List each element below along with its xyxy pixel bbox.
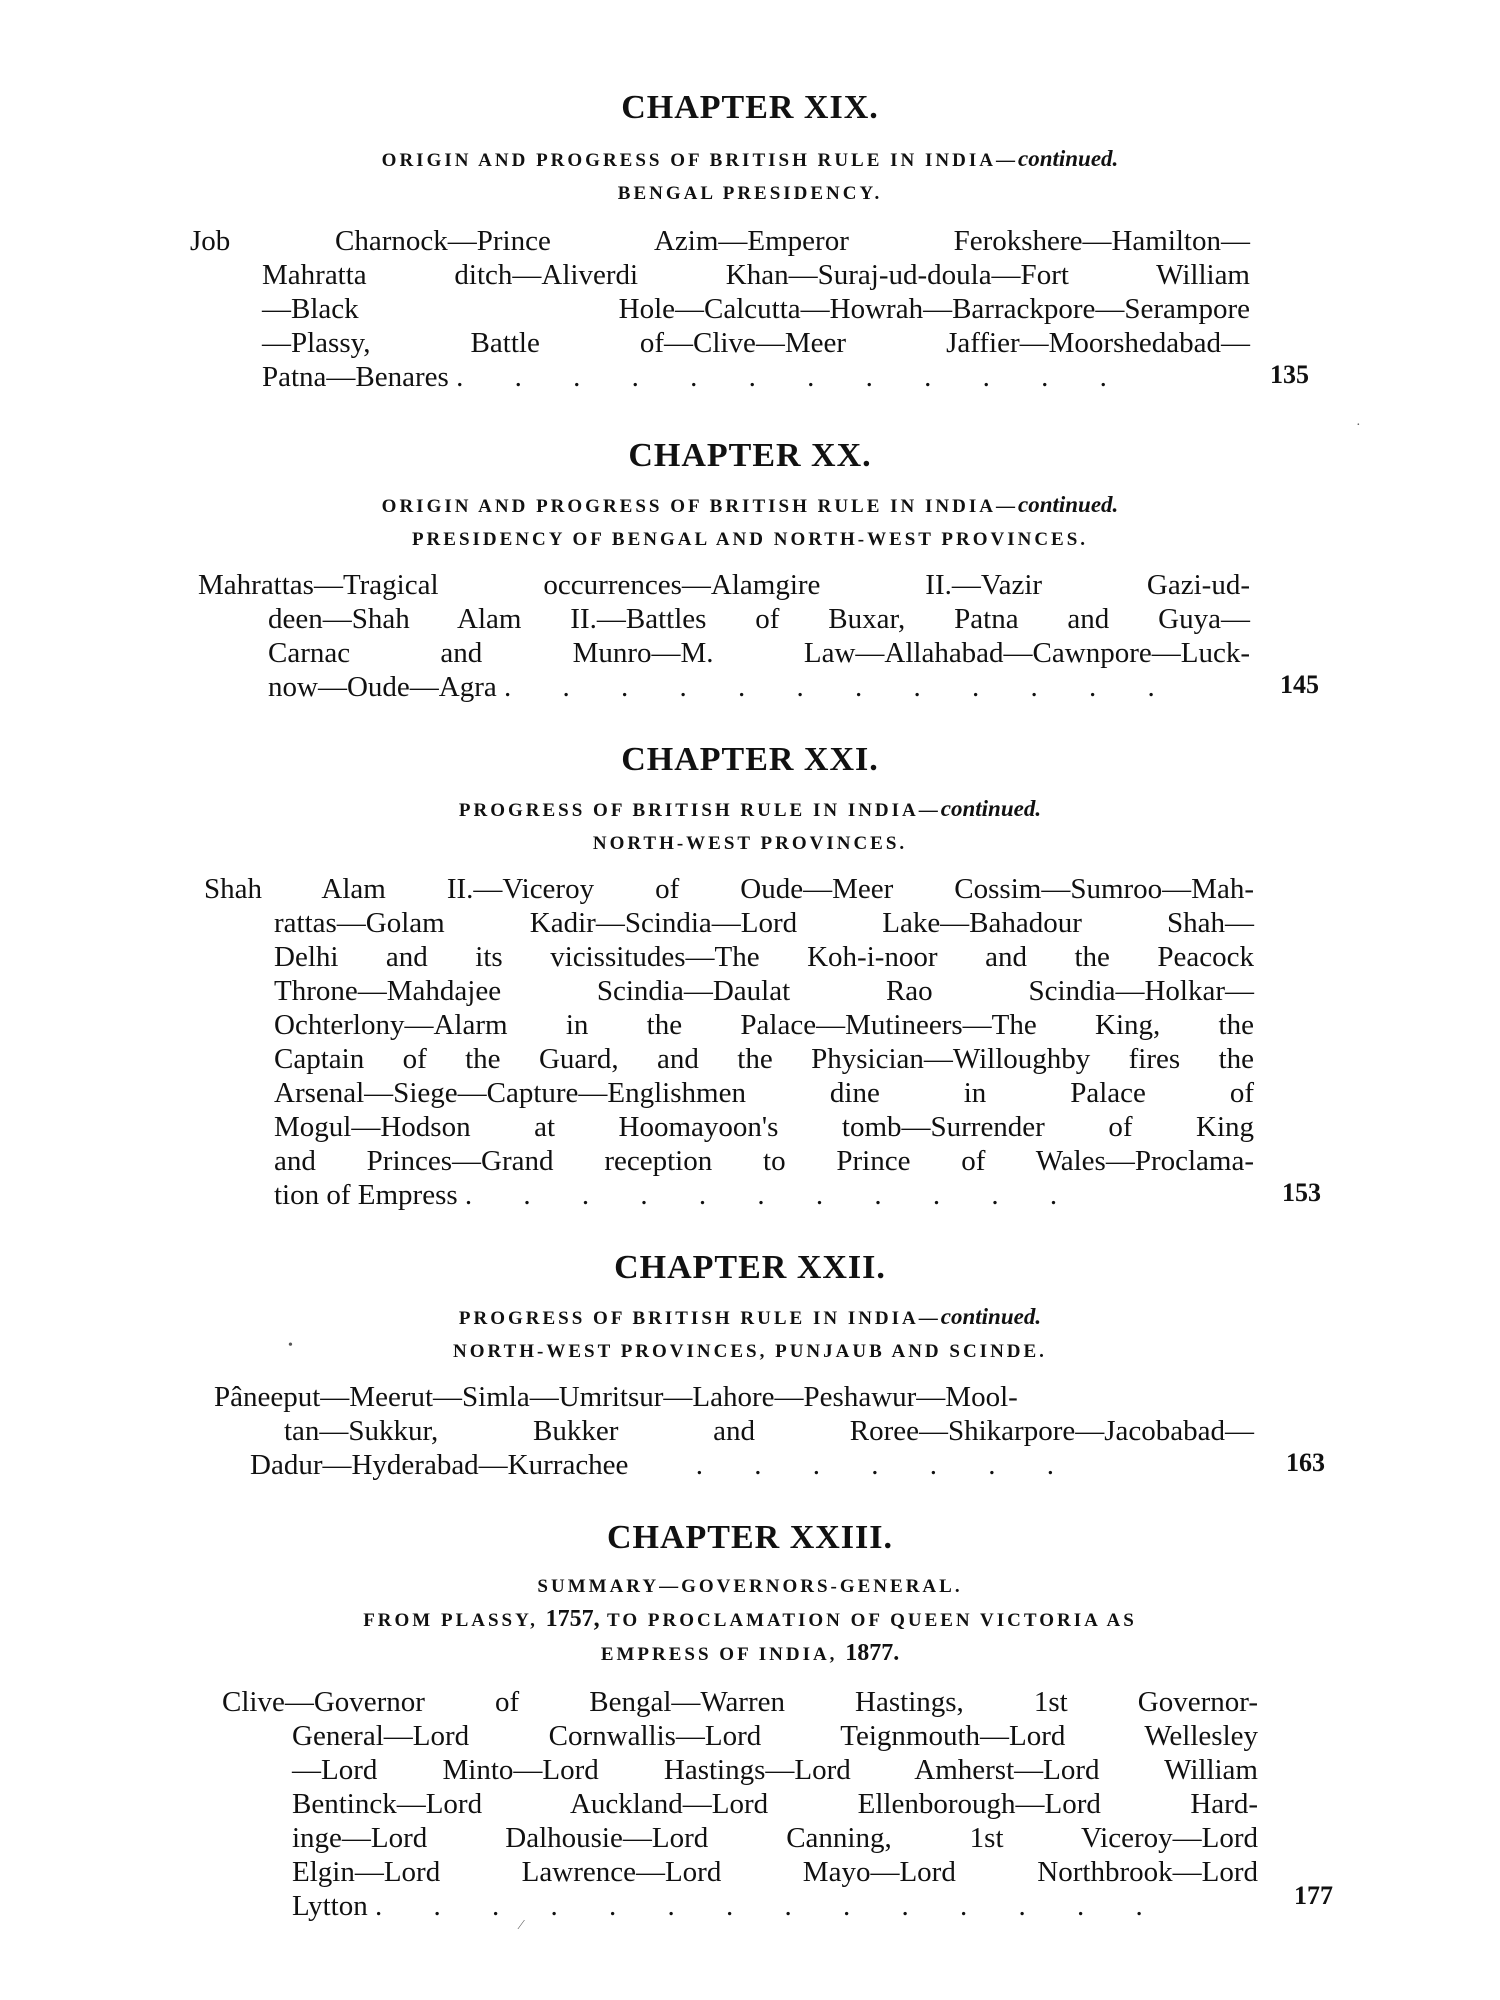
contents-line-text: now—Oude—Agra <box>268 671 497 703</box>
period-text: FROM PLASSY, <box>363 1610 546 1631</box>
contents-line: Bentinck—Lord Auckland—Lord Ellenborough—Lord Hard- <box>292 1788 1258 1820</box>
period-year: 1757, <box>545 1606 600 1632</box>
chapter-xx <box>0 436 1500 704</box>
chapter-xxi <box>0 740 1500 1212</box>
contents-line-text: Lytton <box>292 1890 368 1922</box>
subtitle-continued: continued. <box>1017 146 1119 171</box>
contents-line: General—Lord Cornwallis—Lord Teignmouth—Lord Wellesley <box>292 1720 1258 1752</box>
contents-line: —Black Hole—Calcutta—Howrah—Barrackpore—Serampore <box>262 293 1250 325</box>
period-text-end: TO PROCLAMATION OF QUEEN VICTORIA AS <box>599 1610 1137 1631</box>
page-number: 163 <box>1286 1448 1325 1477</box>
contents-line: —Plassy, Battle of—Clive—Meer Jaffier—Moorshedabad— <box>262 327 1250 359</box>
contents-line: Job Charnock—Prince Azim—Emperor Ferokshere—Hamilton— <box>190 225 1250 257</box>
contents-line: Shah Alam II.—Viceroy of Oude—Meer Cossim—Sumroo—Mah- <box>204 873 1254 905</box>
chapter-subtitle: SUMMARY—GOVERNORS-GENERAL. <box>537 1576 963 1597</box>
contents-line-text: Dadur—Hyderabad—Kurrachee <box>250 1449 629 1481</box>
contents-line-last <box>250 1448 1254 1482</box>
dot-leader: . . . . . . . <box>695 1449 1076 1481</box>
chapter-subtitle <box>0 792 1500 827</box>
contents-line: Mahratta ditch—Aliverdi Khan—Suraj-ud-doula—Fort William <box>262 259 1250 291</box>
chapter-xix <box>0 88 1500 394</box>
contents-line: Arsenal—Siege—Capture—Englishmen dine in Palace of <box>274 1077 1254 1109</box>
contents-line: and Princes—Grand reception to Prince of Wales—Proclama- <box>274 1145 1254 1177</box>
page-number: 145 <box>1280 670 1319 699</box>
contents-line-text: tion of Empress <box>274 1179 458 1211</box>
contents-line: rattas—Golam Kadir—Scindia—Lord Lake—Bahadour Shah— <box>274 907 1254 939</box>
contents-line: Carnac and Munro—M. Law—Allahabad—Cawnpore—Luck- <box>268 637 1250 669</box>
chapter-subtitle <box>0 1300 1500 1335</box>
contents-line: Elgin—Lord Lawrence—Lord Mayo—Lord Northbrook—Lord <box>292 1856 1258 1888</box>
subtitle-continued: continued. <box>1017 492 1119 517</box>
subtitle-continued: continued. <box>940 796 1042 821</box>
subtitle-text: PROGRESS OF BRITISH RULE IN INDIA— <box>458 1308 941 1329</box>
chapter-contents <box>204 872 1321 1212</box>
dot-leader: . . . . . . . . . . . . . . <box>374 1890 1165 1922</box>
contents-line: Pâneeput—Meerut—Simla—Umritsur—Lahore—Peshawur—Mool- <box>214 1381 1018 1413</box>
chapter-period-end <box>0 1637 1500 1671</box>
subtitle-text: PROGRESS OF BRITISH RULE IN INDIA— <box>458 800 941 821</box>
chapter-title: CHAPTER XX. <box>628 437 872 474</box>
contents-line: —Lord Minto—Lord Hastings—Lord Amherst—Lord William <box>292 1754 1258 1786</box>
contents-line-last <box>292 1889 1258 1923</box>
contents-line: Clive—Governor of Bengal—Warren Hastings, 1st Governor- <box>222 1686 1258 1718</box>
period-text: EMPRESS OF INDIA, <box>600 1644 846 1665</box>
chapter-contents <box>222 1685 1333 1923</box>
chapter-period <box>0 1603 1500 1637</box>
chapter-contents <box>214 1380 1325 1482</box>
chapter-region: PRESIDENCY OF BENGAL AND NORTH-WEST PROVINCES. <box>411 529 1089 550</box>
dot-leader: . . . . . . . . . . . <box>464 1179 1080 1211</box>
print-speck: • <box>288 1338 293 1353</box>
page-number: 135 <box>1270 360 1309 389</box>
print-speck: · <box>1356 418 1361 433</box>
dot-leader: . . . . . . . . . . . . <box>503 671 1177 703</box>
subtitle-text: ORIGIN AND PROGRESS OF BRITISH RULE IN INDIA— <box>381 496 1018 517</box>
contents-line: Captain of the Guard, and the Physician—Willoughby fires the <box>274 1043 1254 1075</box>
contents-line: tan—Sukkur, Bukker and Roree—Shikarpore—Jacobabad— <box>284 1415 1254 1447</box>
chapter-region: BENGAL PRESIDENCY. <box>617 183 883 204</box>
chapter-title: CHAPTER XXIII. <box>606 1519 894 1556</box>
chapter-title: CHAPTER XIX. <box>621 89 879 126</box>
contents-line: Delhi and its vicissitudes—The Koh-i-noor and the Peacock <box>274 941 1254 973</box>
chapter-region: NORTH-WEST PROVINCES. <box>592 833 908 854</box>
contents-line: Throne—Mahdajee Scindia—Daulat Rao Scindia—Holkar— <box>274 975 1254 1007</box>
contents-line: deen—Shah Alam II.—Battles of Buxar, Patna and Guya— <box>268 603 1250 635</box>
contents-line-last <box>274 1178 1254 1212</box>
page-number: 177 <box>1294 1881 1333 1910</box>
subtitle-text: ORIGIN AND PROGRESS OF BRITISH RULE IN INDIA— <box>381 150 1018 171</box>
print-speck: ⁄ <box>520 1918 523 1933</box>
contents-line-last <box>268 670 1250 704</box>
chapter-region: NORTH-WEST PROVINCES, PUNJAUB AND SCINDE. <box>453 1341 1047 1362</box>
dot-leader: . . . . . . . . . . . . <box>456 361 1129 393</box>
chapter-subtitle <box>0 488 1500 523</box>
chapter-contents <box>190 224 1309 394</box>
contents-line: Mogul—Hodson at Hoomayoon's tomb—Surrender of King <box>274 1111 1254 1143</box>
contents-line-text: Patna—Benares <box>262 361 449 393</box>
chapter-xxii <box>0 1248 1500 1482</box>
chapter-subtitle <box>0 142 1500 177</box>
subtitle-continued: continued. <box>940 1304 1042 1329</box>
contents-line: inge—Lord Dalhousie—Lord Canning, 1st Viceroy—Lord <box>292 1822 1258 1854</box>
chapter-title: CHAPTER XXI. <box>621 741 879 778</box>
chapter-contents <box>198 568 1319 704</box>
chapter-title: CHAPTER XXII. <box>614 1249 886 1286</box>
page-number: 153 <box>1282 1178 1321 1207</box>
contents-line-last <box>262 360 1250 394</box>
contents-line: Mahrattas—Tragical occurrences—Alamgire II.—Vazir Gazi-ud- <box>198 569 1250 601</box>
contents-line: Ochterlony—Alarm in the Palace—Mutineers—The King, the <box>274 1009 1254 1041</box>
period-year: 1877. <box>845 1640 900 1666</box>
chapter-xxiii <box>0 1518 1500 1923</box>
